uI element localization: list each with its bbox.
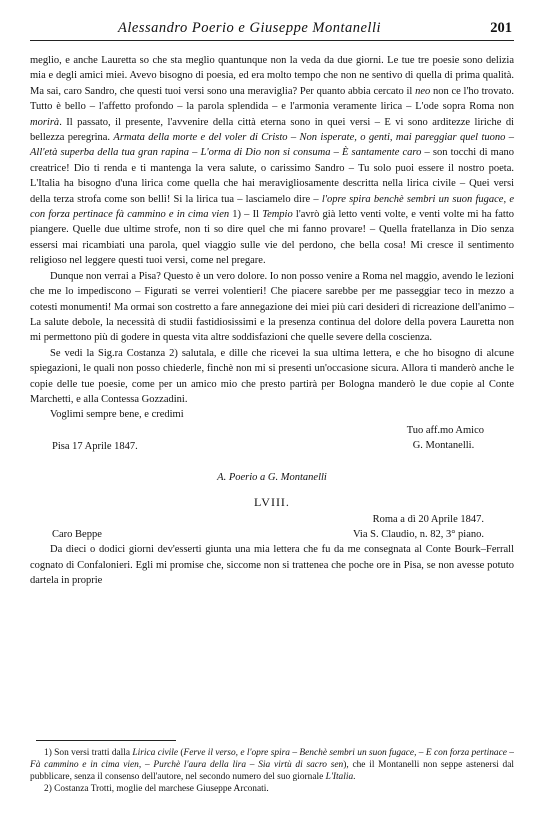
text-run: .: [353, 772, 356, 782]
letter-dateline: [30, 512, 514, 542]
footnotes: [30, 740, 514, 795]
body-paragraph: [30, 346, 514, 408]
letter-number: LVIII.: [254, 495, 290, 510]
closing-greeting: Voglimi sempre bene, e credimi: [50, 409, 184, 421]
page-number: 201: [490, 20, 512, 36]
text-run: . Il passato, il presente, l'avvenire della città eterna sono in quei versi – E vi sono arditezze liriche di bellezza peregrina.: [30, 116, 514, 144]
place-date: Pisa 17 Aprile 1847.: [52, 440, 138, 452]
dateline-place-date: Roma a dì 20 Aprile 1847.: [372, 514, 484, 526]
text-run: 2) Costanza Trotti, moglie del marchese Giuseppe Arconati.: [44, 784, 269, 794]
signature-block: [30, 423, 514, 454]
letter-body: [30, 53, 514, 407]
dateline-address: Via S. Claudio, n. 82, 3° piano.: [352, 529, 484, 541]
text-run: meglio, e anche Lauretta so che sta meglio quantunque non la veda da due giorni. Le tue tre poesie sono delizia mia e degli amici miei. Avevo bisogno di poesia, ed era molto tempo che non ne sentivo di quella di prima qualità. Ma sai, caro Sandro, che questi tuoi versi sono una meraviglia? Per quanto abbia cercato il: [30, 55, 514, 97]
footnote: [30, 747, 514, 783]
text-run: Se vedi la Sig.ra Costanza 2) salutala, e dille che ricevei la sua ultima lettera, e che ho bisogno di alcune spiegazioni, le quali non posso chiederle, finchè non mi si presenti un'occasione sicura. Allora ti manderò anche le copie delle tue poesie, come per un amico mio che presto partirà per Bologna manderò le due copie al Conte Marchetti, e alla Contessa Gozzadini.: [30, 347, 514, 405]
text-run: l'avrò già letto venti volte, e venti volte mi ha fatto piangere. Quelle due ultime strofe, non ti so dire quel che mi fanno provare! – Quella fratellanza in Dio senza essersi mai ricambiati una parola, quel viaggio sulle vie del perdono, che bella cosa! Mi cresce il sentimento religioso nel leggere questi tuoi versi, come nel pregare.: [30, 209, 514, 267]
body-paragraph: Da dieci o dodici giorni dev'esserti giunta una mia lettera che fu da me consegnata al Conte Bourk–Ferrall cognato di Confalonieri. Egli mi promise che, siccome non si trattenea che poche ore in Pisa, se non avesse potuto dartela in proprie: [30, 544, 514, 586]
running-header: [30, 18, 514, 41]
letter-heading: A. Poerio a G. Montanelli: [217, 472, 327, 484]
text-run: non ce l'ho trovato. Tutto è bello – l'affetto profondo – la parola splendida – e l'armonia veramente lirica – L'ode sopra Roma non: [30, 85, 514, 113]
footnote: [30, 783, 514, 795]
letter-body-2: [30, 542, 514, 588]
italic-text-run: neo: [415, 85, 431, 97]
header-title: Alessandro Poerio e Giuseppe Montanelli: [118, 20, 382, 36]
salutation: Caro Beppe: [52, 529, 102, 541]
text-run: (: [178, 748, 184, 758]
letter-closing: [30, 407, 514, 422]
body-paragraph: [30, 269, 514, 346]
italic-text-run: Armata della morte e del voler di Cristo – Non isperate, o genti, mai pareggiar quel tuono – All'età superba della tua gran rapina – L'orma di Dio non si consuma – È santamente caro: [30, 132, 515, 159]
italic-text-run: l'opre spira benchè sembri un suon fugace, e con forza pertinace fà cammino e in cima vien: [30, 193, 514, 221]
footnote-rule: [36, 740, 176, 741]
text-run: 1) Son versi tratti dalla: [44, 748, 133, 758]
body-paragraph: [30, 53, 514, 269]
text-run: ), che il Montanelli non seppe astenersi dal pubblicare, senza il consenso dell'autore, nel secondo numero del suo giornale: [30, 760, 515, 782]
italic-text-run: morirà: [30, 116, 60, 128]
text-run: 1) – Il: [229, 209, 263, 221]
text-run: – son tocchi di mano creatrice! Dio ti renda e ti mantenga la vera salute, o carissimo Sandro – Tu solo puoi essere il nostro poeta. L'Italia ha bisogno d'una lirica come quella che hai meravigliosamente descritta nella lirica civile – Quei versi della terza strofa come son belli! Si la lirica tua – lasciamelo dire –: [30, 147, 514, 205]
signature-name: G. Montanelli.: [412, 440, 475, 452]
italic-text-run: L'Italia: [325, 772, 354, 782]
italic-text-run: Ferve il verso, e l'opre spira – Benchè sembri un suon fugace, – E con forza pertinace – Fà cammino e in cima vien, – Purchè l'aura della lira – Sia virtù di sacro sen: [30, 748, 514, 770]
signature-line: Tuo aff.mo Amico: [406, 424, 484, 436]
text-run: Dunque non verrai a Pisa? Questo è un vero dolore. Io non posso venire a Roma nel maggio, avendo le lezioni che me lo impediscono – Figurati se verrei volentieri! Che piacere sarebbe per me passeggiar teco in mezzo a cotesti monumenti! Ma ormai son costretto a fare annegazione dei miei più cari desideri di ricreazione dell'animo – La salute debole, la necessità di studii fastidiosissimi e la presenza continua del dolore della povera Lauretta non mi permettono più di godere in questa vita altre soddisfazioni che quelle severe della coscienza.: [30, 270, 514, 344]
italic-text-run: Lirica civile: [132, 748, 179, 758]
italic-text-run: Tempio: [262, 209, 293, 221]
